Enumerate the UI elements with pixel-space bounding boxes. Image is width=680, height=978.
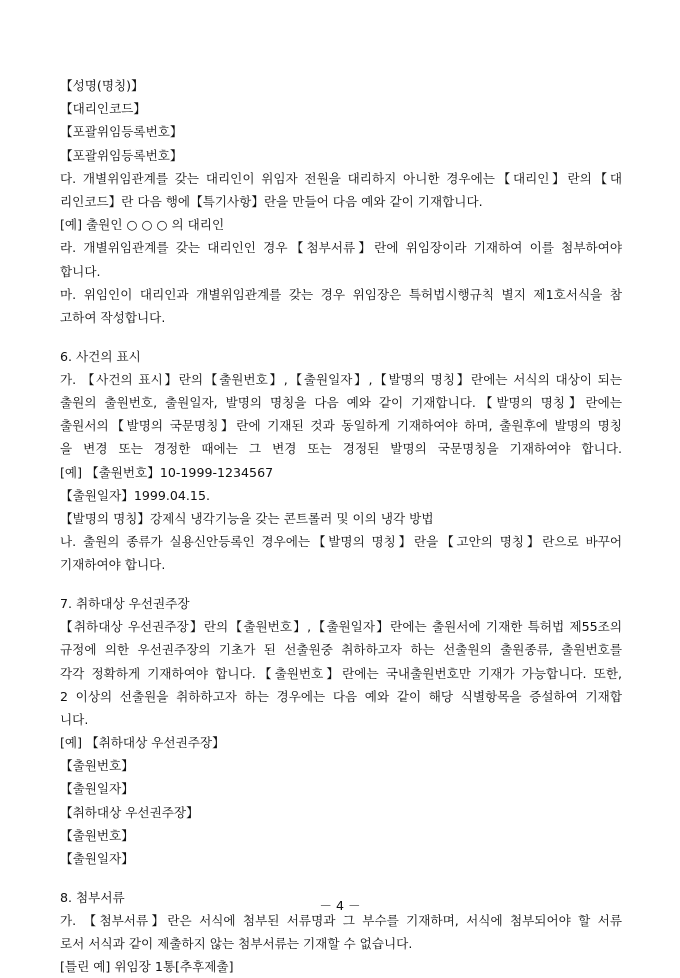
text-line: 【발명의 명칭】강제식 냉각기능을 갖는 콘트롤러 및 이의 냉각 방법 [60,510,434,526]
text-line: 【취하대상 우선권주장】란의【출원번호】,【출원일자】란에는 출원서에 기재한 특허법 제55조의 [60,619,622,635]
text-line: [예] 【출원번호】10-1999-1234567 [60,464,274,480]
text-line: 합니다. [60,263,101,279]
text-line: 【성명(명칭)】 [60,78,144,93]
text-line: 마. 위임인이 대리인과 개별위임관계를 갖는 경우 위임장은 특허법시행규칙 별지 제1호서식을 참 [60,286,622,302]
text-line: 다. 개별위임관계를 갖는 대리인이 위임자 전원을 대리하지 아니한 경우에는【대리인】란의【대 [60,170,622,186]
text-line: 8. 첨부서류 [60,889,125,905]
text-line: [예] 출원인 ○ ○ ○ 의 대리인 [60,217,225,233]
text-line: 【출원번호】 [60,758,134,774]
text-line: 가. 【사건의 표시】란의【출원번호】,【출원일자】,【발명의 명칭】란에는 서식의 대상이 되는 [60,371,622,387]
text-line: 각각 정확하게 기재하여야 합니다.【출원번호】란에는 국내출원번호만 기재가 가능합니다. 또한, [60,665,622,681]
document-section [60,74,622,329]
document-body [60,74,622,978]
text-line: 니다. [60,711,89,727]
text-line: 고하여 작성합니다. [60,309,166,325]
text-line: [예] 【취하대상 우선권주장】 [60,735,225,751]
text-line: 리인코드】란 다음 행에【특기사항】란을 만들어 다음 예와 같이 기재합니다. [60,193,483,209]
text-line: 6. 사건의 표시 [60,348,141,364]
document-section [60,592,622,870]
section-gap [60,329,622,345]
text-line: 기재하여야 합니다. [60,557,166,573]
text-line: 【출원일자】 [60,781,134,797]
section-gap [60,870,622,886]
text-line: 【출원일자】 [60,851,134,866]
text-line: 나. 출원의 종류가 실용신안등록인 경우에는【발명의 명칭】란을【고안의 명칭】란으로 바꾸어 [60,534,622,550]
text-line: 【포괄위임등록번호】 [60,124,183,140]
page-number: － 4 － [319,898,361,913]
text-line: 을 변경 또는 경정한 때에는 그 변경 또는 경정된 발명의 국문명칭을 기재하여야 합니다. [60,441,622,457]
text-line: 7. 취하대상 우선권주장 [60,595,190,611]
text-line: 2 이상의 선출원을 취하하고자 하는 경우에는 다음 예와 같이 해당 식별항목을 증설하여 기재합 [60,688,622,704]
document-section [60,345,622,577]
text-line: [틀린 예] 위임장 1통[추후제출] [60,959,234,975]
text-line: 【출원일자】1999.04.15. [60,487,210,503]
text-line: 【취하대상 우선권주장】 [60,804,199,820]
text-line: 로서 서식과 같이 제출하지 않는 첨부서류는 기재할 수 없습니다. [60,936,413,952]
text-line: 【대리인코드】 [60,101,147,117]
text-line: 규정에 의한 우선권주장의 기초가 된 선출원중 취하하고자 하는 선출원의 출원종류, 출원번호를 [60,642,622,658]
text-line: 가. 【첨부서류】란은 서식에 첨부된 서류명과 그 부수를 기재하며, 서식에 첨부되어야 할 서류 [60,912,622,928]
text-line: 【포괄위임등록번호】 [60,147,183,163]
text-line: 【출원번호】 [60,827,134,843]
text-line: 출원서의【발명의 국문명칭】란에 기재된 것과 동일하게 기재하여야 하며, 출원후에 발명의 명칭 [60,418,622,434]
section-gap [60,576,622,592]
text-line: 출원의 출원번호, 출원일자, 발명의 명칭을 다음 예와 같이 기재합니다.【발명의 명칭】란에는 [60,394,622,410]
text-line: 라. 개별위임관계를 갖는 대리인인 경우【첨부서류】란에 위임장이라 기재하여 이를 첨부하여야 [60,240,622,256]
